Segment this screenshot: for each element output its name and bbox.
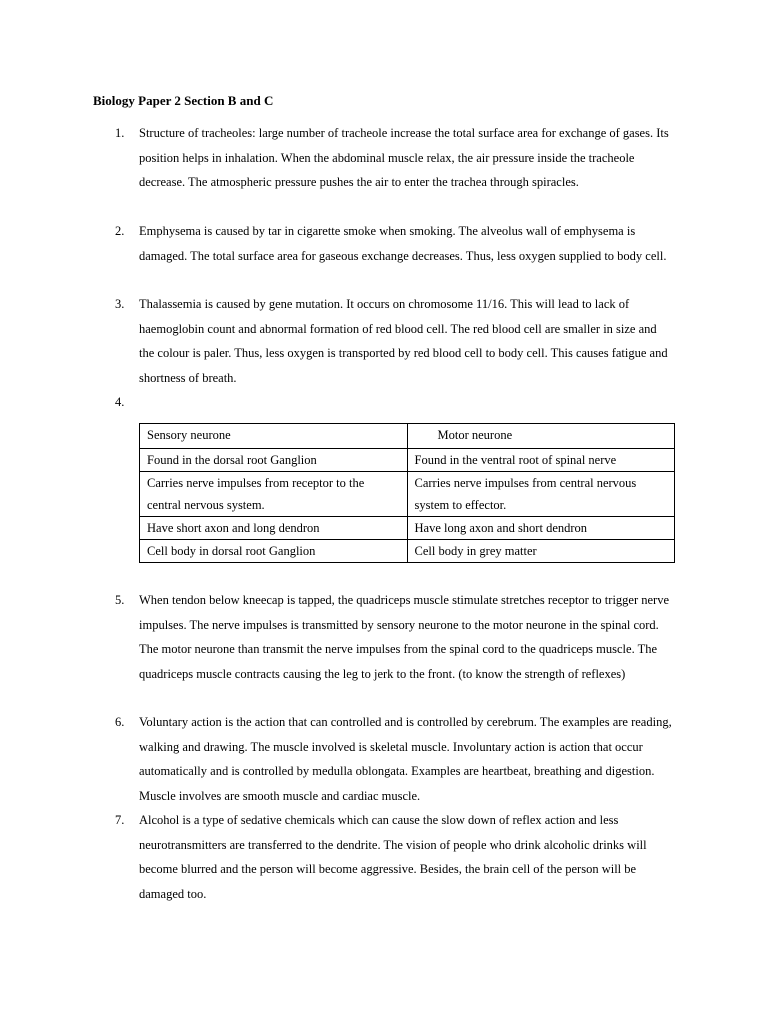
document-title: Biology Paper 2 Section B and C (93, 93, 274, 108)
list-item (115, 292, 675, 390)
item-number: 2. (115, 224, 125, 238)
table-cell: Have long axon and short dendron (407, 517, 675, 540)
table-header-row (140, 424, 675, 449)
item-text: When tendon below kneecap is tapped, the quadriceps muscle stimulate stretches receptor to trigger nerve impulses. The nerve impulses is transmitted by sensory neurone to the motor neurone in the spinal cord. The motor neurone than transmit the nerve impulses from the spinal cord to the quadriceps muscle. The quadriceps muscle contracts causing the leg to jerk to the front. (to know the strength of reflexes) (139, 593, 670, 681)
table-cell: Carries nerve impulses from receptor to the central nervous system. (140, 472, 408, 517)
item-text: Thalassemia is caused by gene mutation. It occurs on chromosome 11/16. This will lead to lack of haemoglobin count and abnormal formation of red blood cell. The red blood cell are smaller in size and the colour is paler. Thus, less oxygen is transported by red blood cell to body cell. This causes fatigue and shortness of breath. (139, 297, 668, 385)
table-cell: Cell body in dorsal root Ganglion (140, 540, 408, 563)
list-item (115, 588, 675, 686)
table-header-cell: Motor neurone (407, 424, 675, 449)
item-text: Voluntary action is the action that can controlled and is controlled by cerebrum. The examples are reading, walking and drawing. The muscle involved is skeletal muscle. Involuntary action is action that occur automatically and is controlled by medulla oblongata. Examples are heartbeat, breathing and digestion. Muscle involves are smooth muscle and cardiac muscle. (139, 715, 672, 803)
list-item (115, 710, 675, 808)
item-number: 1. (115, 126, 125, 140)
table-row (140, 449, 675, 472)
table-row (140, 517, 675, 540)
table-header-cell: Sensory neurone (140, 424, 408, 449)
item-number: 7. (115, 813, 125, 827)
table-cell: Carries nerve impulses from central nervous system to effector. (407, 472, 675, 517)
list-item (115, 219, 675, 268)
table-row (140, 472, 675, 517)
table-row (140, 540, 675, 563)
item-number: 4. (115, 395, 125, 409)
list-item (115, 121, 675, 195)
item-text: Emphysema is caused by tar in cigarette smoke when smoking. The alveolus wall of emphysema is damaged. The total surface area for gaseous exchange decreases. Thus, less oxygen supplied to body cell. (139, 224, 667, 263)
table-cell: Found in the dorsal root Ganglion (140, 449, 408, 472)
item-number: 3. (115, 297, 125, 311)
list-item (115, 808, 675, 906)
item-number: 6. (115, 715, 125, 729)
table-cell: Cell body in grey matter (407, 540, 675, 563)
item-text: Alcohol is a type of sedative chemicals which can cause the slow down of reflex action and less neurotransmitters are transferred to the dendrite. The vision of people who drink alcoholic drinks will become blurred and the person will become aggressive. Besides, the brain cell of the person will be damaged too. (139, 813, 647, 901)
item-number: 5. (115, 593, 125, 607)
table-cell: Have short axon and long dendron (140, 517, 408, 540)
item-text: Structure of tracheoles: large number of tracheole increase the total surface area for exchange of gases. Its position helps in inhalation. When the abdominal muscle relax, the air pressure inside the tracheole decrease. The atmospheric pressure pushes the air to enter the trachea through spiracles. (139, 126, 669, 190)
table-cell: Found in the ventral root of spinal nerve (407, 449, 675, 472)
neurone-comparison-table (139, 423, 675, 563)
